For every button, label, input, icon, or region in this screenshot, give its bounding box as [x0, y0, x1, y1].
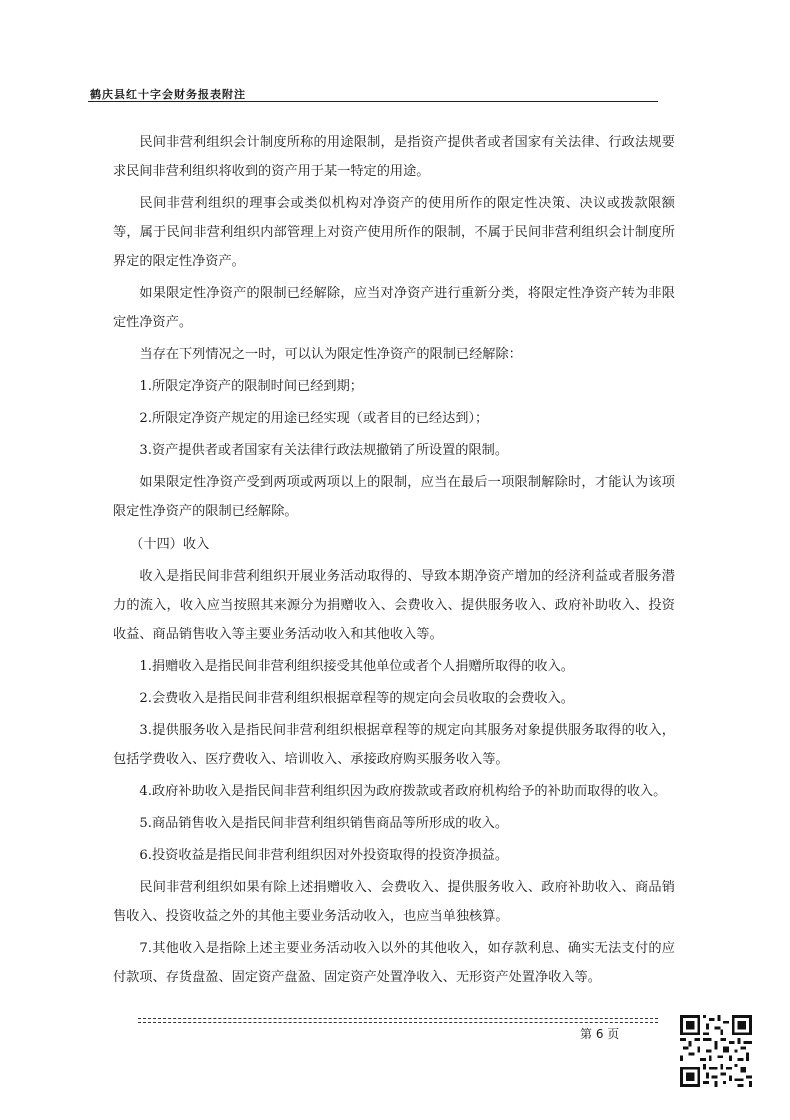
paragraph: 民间非营利组织的理事会或类似机构对净资产的使用所作的限定性决策、决议或拨款限额等，属于民间非营利组织内部管理上对资产使用所作的限制，不属于民间非营利组织会计制度所界定的限定性净资产。	[113, 196, 675, 269]
list-item: 2.所限定净资产规定的用途已经实现（或者目的已经达到）；	[139, 411, 489, 426]
list-item: 1.所限定净资产的限制时间已经到期；	[139, 379, 363, 394]
list-item: 5.商品销售收入是指民间非营利组织销售商品等所形成的收入。	[139, 816, 509, 831]
list-item: 7.其他收入是指除上述主要业务活动收入以外的其他收入，如存款利息、确实无法支付的应付款项、存货盘盈、固定资产盘盈、固定资产处置净收入、无形资产处置净收入等。	[113, 941, 675, 985]
document-header: 鹤庆县红十字会财务报表附注	[90, 88, 246, 101]
list-item: 3.资产提供者或者国家有关法律行政法规撤销了所设置的限制。	[139, 443, 509, 458]
section-heading: （十四）收入	[130, 537, 210, 552]
paragraph: 如果限定性净资产的限制已经解除，应当对净资产进行重新分类，将限定性净资产转为非限定性净资产。	[113, 286, 675, 330]
list-item: 3.提供服务收入是指民间非营利组织根据章程等的规定向其服务对象提供服务取得的收入，包括学费收入、医疗费收入、培训收入、承接政府购买服务收入等。	[113, 723, 675, 767]
header-rule	[88, 101, 658, 102]
list-item: 2.会费收入是指民间非营利组织根据章程等的规定向会员收取的会费收入。	[139, 691, 574, 706]
document-body	[113, 128, 675, 995]
list-item: 4.政府补助收入是指民间非营利组织因为政府拨款或者政府机构给予的补助而取得的收入。	[139, 784, 667, 799]
footer-rule	[138, 1022, 658, 1023]
page-number: 第 6 页	[580, 1027, 620, 1041]
paragraph: 当存在下列情况之一时，可以认为限定性净资产的限制已经解除：	[139, 347, 522, 362]
paragraph: 收入是指民间非营利组织开展业务活动取得的、导致本期净资产增加的经济利益或者服务潜力的流入，收入应当按照其来源分为捐赠收入、会费收入、提供服务收入、政府补助收入、投资收益、商品销售收入等主要业务活动收入和其他收入等。	[113, 569, 675, 642]
footer-rule	[138, 1018, 658, 1019]
list-item: 1.捐赠收入是指民间非营利组织接受其他单位或者个人捐赠所取得的收入。	[139, 659, 574, 674]
qr-code-icon	[680, 1015, 752, 1087]
paragraph: 如果限定性净资产受到两项或两项以上的限制，应当在最后一项限制解除时，才能认为该项限定性净资产的限制已经解除。	[113, 475, 675, 519]
list-item: 6.投资收益是指民间非营利组织因对外投资取得的投资净损益。	[139, 848, 509, 863]
paragraph: 民间非营利组织会计制度所称的用途限制，是指资产提供者或者国家有关法律、行政法规要求民间非营利组织将收到的资产用于某一特定的用途。	[113, 135, 675, 179]
paragraph: 民间非营利组织如果有除上述捐赠收入、会费收入、提供服务收入、政府补助收入、商品销售收入、投资收益之外的其他主要业务活动收入，也应当单独核算。	[113, 880, 675, 924]
